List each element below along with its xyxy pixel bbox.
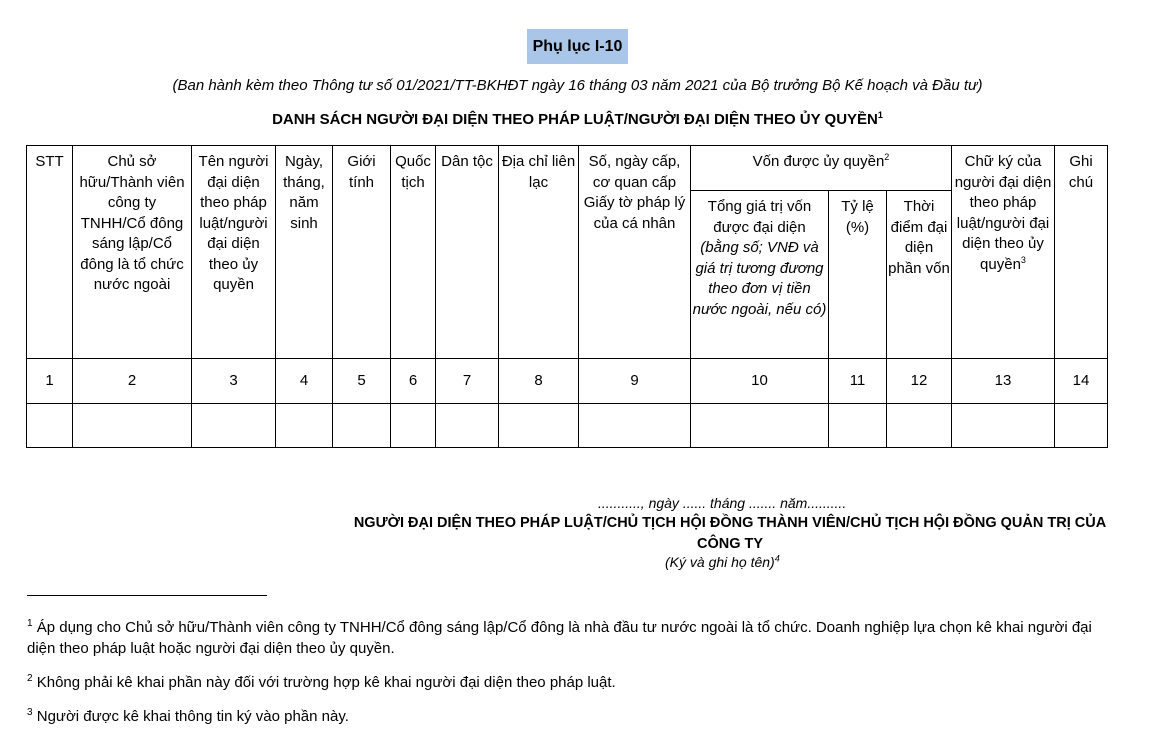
subheader-time: Thời điểm đại diện phần vốn xyxy=(887,191,952,359)
header-capital-footnote-ref: 2 xyxy=(884,152,890,162)
empty-cell[interactable] xyxy=(333,404,391,448)
column-number: 3 xyxy=(192,359,276,404)
appendix-label xyxy=(0,38,1155,56)
representative-table xyxy=(26,145,1108,448)
empty-cell[interactable] xyxy=(952,404,1055,448)
column-number: 6 xyxy=(391,359,436,404)
header-authorized-capital xyxy=(691,146,952,191)
header-owner: Chủ sở hữu/Thành viên công ty TNHH/Cổ đông sáng lập/Cổ đông là tổ chức nước ngoài xyxy=(73,146,192,359)
column-number: 9 xyxy=(579,359,691,404)
document-subtitle: (Ban hành kèm theo Thông tư số 01/2021/TT-BKHĐT ngày 16 tháng 03 năm 2021 của Bộ trưởng Bộ Kế hoạch và Đầu tư) xyxy=(172,77,983,94)
header-signature xyxy=(952,146,1055,359)
footnote-number: 3 xyxy=(27,707,33,718)
header-signature-footnote-ref: 3 xyxy=(1020,254,1026,265)
header-signature-text: Chữ ký của người đại diện theo pháp luật/người đại diện theo ủy quyền xyxy=(954,153,1052,273)
empty-cell[interactable] xyxy=(579,404,691,448)
empty-cell[interactable] xyxy=(436,404,499,448)
column-number: 12 xyxy=(887,359,952,404)
header-note: Ghi chú xyxy=(1055,146,1108,359)
empty-cell[interactable] xyxy=(1055,404,1108,448)
date-line: ..........., ngày ...... tháng ....... năm.......... xyxy=(598,495,847,511)
footnote-text: Không phải kê khai phần này đối với trường hợp kê khai người đại diện theo pháp luật. xyxy=(36,674,616,691)
signature-instruction-text: (Ký và ghi họ tên) xyxy=(665,554,775,570)
footnote-2 xyxy=(27,673,1117,694)
empty-cell[interactable] xyxy=(499,404,579,448)
header-address: Địa chỉ liên lạc xyxy=(499,146,579,359)
column-number: 8 xyxy=(499,359,579,404)
column-number: 13 xyxy=(952,359,1055,404)
footnote-1 xyxy=(27,618,1117,659)
empty-cell[interactable] xyxy=(887,404,952,448)
column-number: 1 xyxy=(27,359,73,404)
footnote-3 xyxy=(27,707,1117,728)
empty-cell[interactable] xyxy=(192,404,276,448)
column-number: 10 xyxy=(691,359,829,404)
signature-instruction xyxy=(665,554,780,570)
empty-cell[interactable] xyxy=(73,404,192,448)
header-nationality: Quốc tịch xyxy=(391,146,436,359)
subheader-ratio: Tỷ lệ (%) xyxy=(829,191,887,359)
header-authorized-capital-text: Vốn được ủy quyền xyxy=(752,153,885,170)
header-stt: STT xyxy=(27,146,73,359)
document-title xyxy=(0,111,1155,128)
footnote-number: 1 xyxy=(27,618,33,629)
header-rep-name: Tên người đại diện theo pháp luật/người đại diện theo ủy quyền xyxy=(192,146,276,359)
column-number: 14 xyxy=(1055,359,1108,404)
title-text: DANH SÁCH NGƯỜI ĐẠI DIỆN THEO PHÁP LUẬT/NGƯỜI ĐẠI DIỆN THEO ỦY QUYỀN xyxy=(272,111,878,128)
signature-footnote-ref: 4 xyxy=(774,553,780,564)
header-id-document: Số, ngày cấp, cơ quan cấp Giấy tờ pháp lý của cá nhân xyxy=(579,146,691,359)
column-number: 2 xyxy=(73,359,192,404)
empty-cell[interactable] xyxy=(276,404,333,448)
column-number: 7 xyxy=(436,359,499,404)
header-gender: Giới tính xyxy=(333,146,391,359)
empty-cell[interactable] xyxy=(691,404,829,448)
empty-data-row xyxy=(27,404,1108,448)
subheader-total-value xyxy=(691,191,829,359)
column-number: 5 xyxy=(333,359,391,404)
header-ethnicity: Dân tộc xyxy=(436,146,499,359)
footnote-number: 2 xyxy=(27,673,33,684)
title-footnote-ref: 1 xyxy=(877,110,883,120)
empty-cell[interactable] xyxy=(391,404,436,448)
empty-cell[interactable] xyxy=(829,404,887,448)
empty-cell[interactable] xyxy=(27,404,73,448)
subheader-total-value-text: Tổng giá trị vốn được đại diện xyxy=(707,198,812,236)
footnote-divider xyxy=(27,595,267,596)
signer-title: NGƯỜI ĐẠI DIỆN THEO PHÁP LUẬT/CHỦ TỊCH HỘI ĐỒNG THÀNH VIÊN/CHỦ TỊCH HỘI ĐỒNG QUẢN TRỊ CỦA CÔNG TY xyxy=(353,515,1107,552)
appendix-label-text: Phụ lục I-10 xyxy=(527,29,629,64)
column-number: 4 xyxy=(276,359,333,404)
subheader-total-value-detail: (bằng số; VNĐ và giá trị tương đương theo đơn vị tiền nước ngoài, nếu có) xyxy=(692,239,827,318)
header-dob: Ngày, tháng, năm sinh xyxy=(276,146,333,359)
footnote-text: Áp dụng cho Chủ sở hữu/Thành viên công ty TNHH/Cổ đông sáng lập/Cổ đông là nhà đầu tư nước ngoài là tổ chức. Doanh nghiệp lựa chọn kê khai người đại diện theo pháp luật hoặc người đại diện theo ủy quyền. xyxy=(27,619,1092,657)
footnote-text: Người được kê khai thông tin ký vào phần này. xyxy=(36,708,349,725)
column-number: 11 xyxy=(829,359,887,404)
